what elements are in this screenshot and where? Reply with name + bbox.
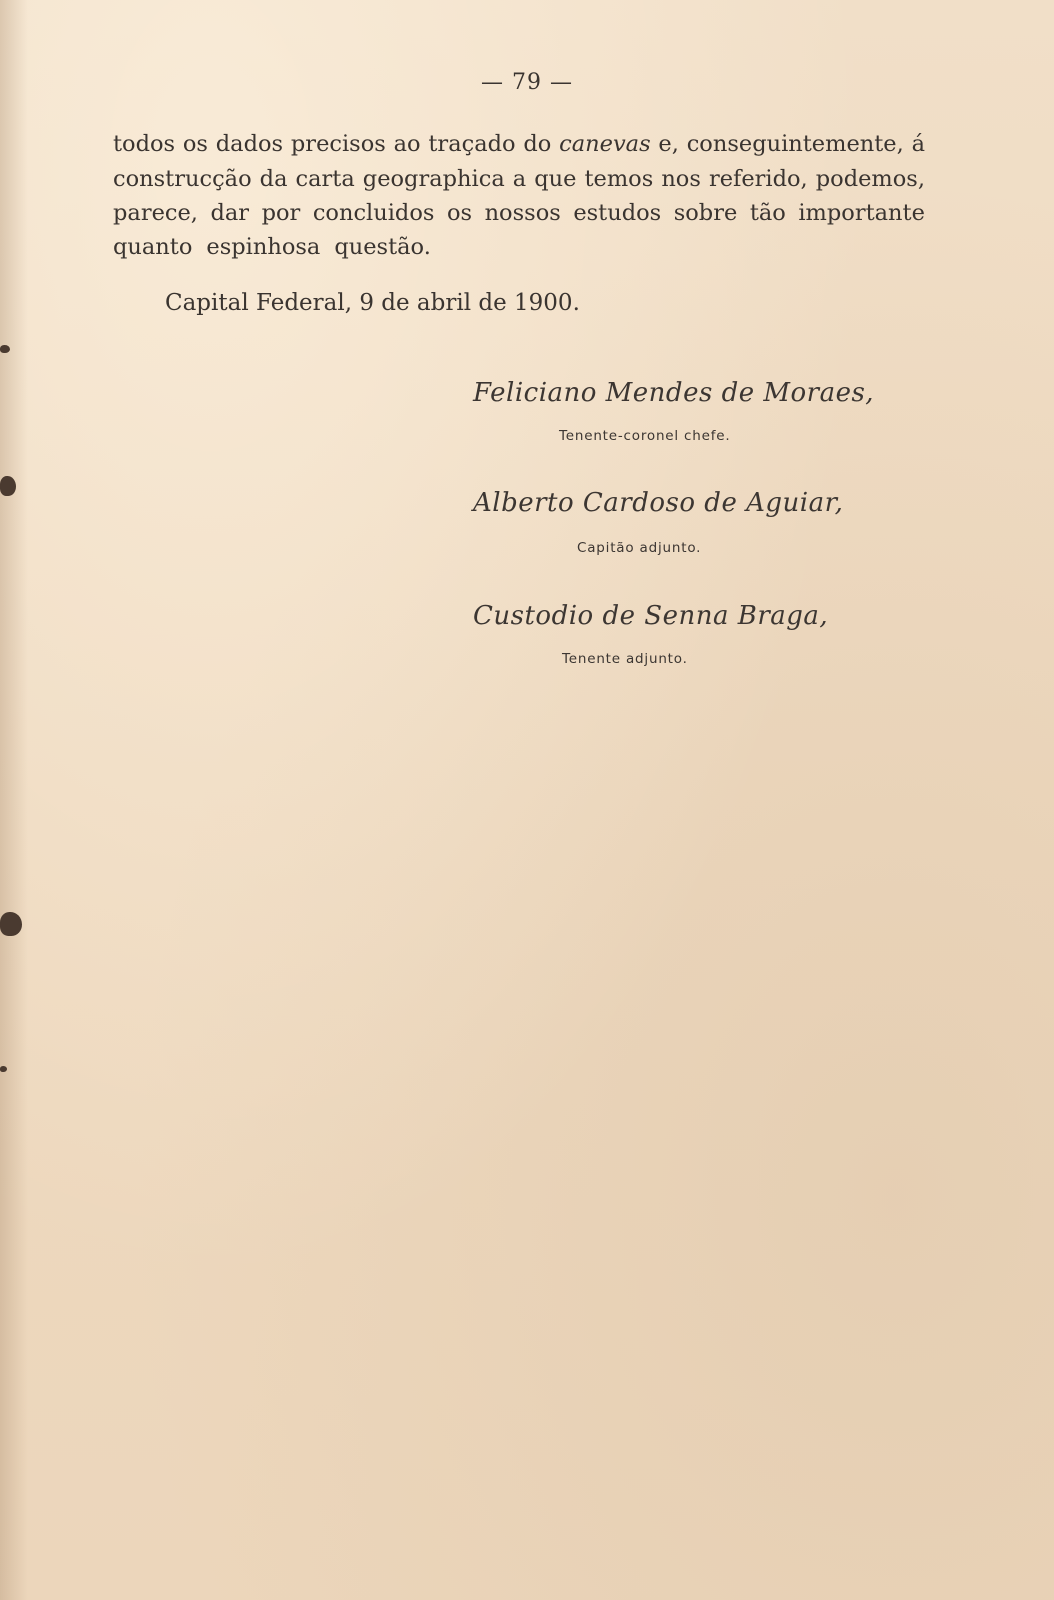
- word: sobre: [673, 200, 738, 226]
- paragraph-line-1: [113, 127, 925, 161]
- word: nos: [661, 166, 701, 192]
- word: os: [182, 131, 208, 157]
- paragraph-line-2: [113, 162, 925, 196]
- page-number: — 79 —: [481, 70, 573, 95]
- ink-blot: [0, 476, 16, 496]
- page-edge-shadow: [0, 0, 28, 1600]
- signature-title-2: Capitão adjunto.: [577, 540, 702, 556]
- word: a: [512, 166, 527, 192]
- word: tão: [749, 200, 786, 226]
- word: precisos: [290, 131, 386, 157]
- word: questão.: [334, 234, 431, 260]
- word: espinhosa: [206, 234, 321, 260]
- word: á: [911, 131, 925, 157]
- dateline: Capital Federal, 9 de abril de 1900.: [165, 290, 580, 316]
- word: temos: [584, 166, 654, 192]
- word: parece,: [113, 200, 198, 226]
- word: referido,: [708, 166, 808, 192]
- signature-title-3: Tenente adjunto.: [562, 651, 688, 667]
- paragraph-line-4: [113, 230, 925, 264]
- word: os: [446, 200, 473, 226]
- word: construcção: [113, 166, 252, 192]
- word: podemos,: [815, 166, 925, 192]
- ink-blot: [0, 345, 10, 353]
- word: nossos: [484, 200, 561, 226]
- word: ao: [393, 131, 421, 157]
- word-italic-canevas: canevas: [559, 131, 651, 157]
- word: e,: [658, 131, 679, 157]
- word: importante: [798, 200, 925, 226]
- word: conseguintemente,: [686, 131, 904, 157]
- word: concluidos: [312, 200, 435, 226]
- word: geographica: [362, 166, 505, 192]
- ink-blot: [0, 1066, 7, 1072]
- word: do: [523, 131, 552, 157]
- word: dados: [215, 131, 284, 157]
- signature-title-1: Tenente-coronel chefe.: [559, 428, 731, 444]
- word: da: [259, 166, 288, 192]
- word: dar: [210, 200, 250, 226]
- word: todos: [113, 131, 176, 157]
- word: por: [261, 200, 301, 226]
- signature-name-1: Feliciano Mendes de Moraes,: [473, 378, 875, 408]
- paragraph-line-3: [113, 196, 925, 230]
- ink-blot: [0, 912, 22, 936]
- signature-name-3: Custodio de Senna Braga,: [473, 601, 829, 631]
- word: estudos: [573, 200, 662, 226]
- word: que: [534, 166, 577, 192]
- word: carta: [295, 166, 355, 192]
- word: traçado: [428, 131, 516, 157]
- word: quanto: [113, 234, 193, 260]
- signature-name-2: Alberto Cardoso de Aguiar,: [473, 488, 844, 518]
